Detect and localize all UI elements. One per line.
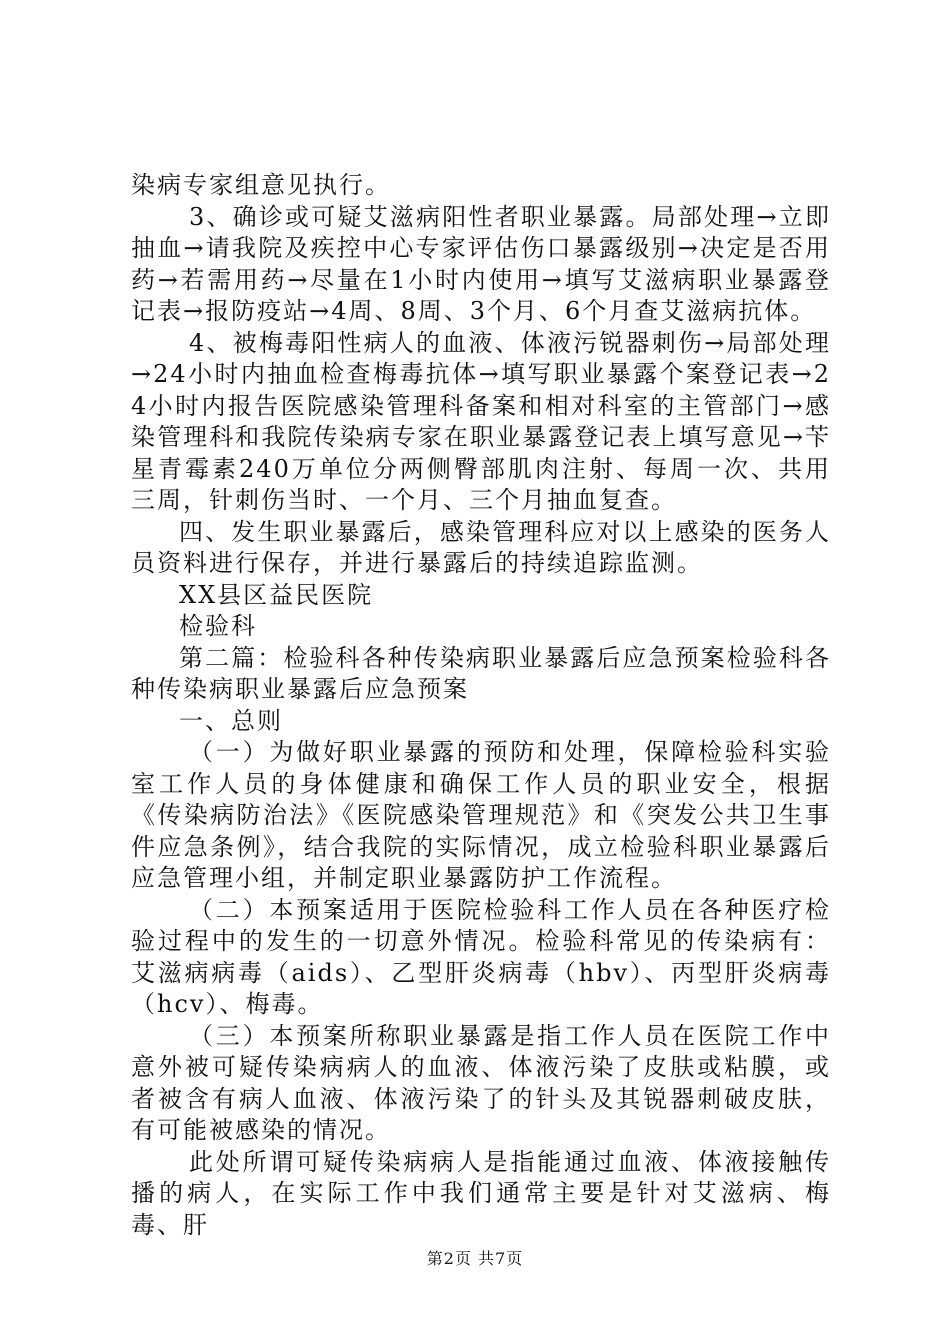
hospital-name: XX县区益民医院 bbox=[179, 580, 374, 609]
paragraph-syphilis-exposure: 4、被梅毒阳性病人的血液、体液污锐器刺伤→局部处理→24小时内抽血检查梅毒抗体→填写职业暴露个案登记表→24小时内报告医院感染管理科备案和相对科室的主管部门→感染管理科和我院传染病专家在职业暴露登记表上填写意见→苄星青霉素240万单位分两侧臀部肌肉注射、每周一次、共用三周，针刺伤当时、一个月、三个月抽血复查。 bbox=[131, 328, 831, 514]
section-heading-general: 一、总则 bbox=[179, 706, 283, 735]
paragraph-general-1: （一）为做好职业暴露的预防和处理，保障检验科实验室工作人员的身体健康和确保工作人员的职业安全，根据《传染病防治法》《医院感染管理规范》和《突发公共卫生事件应急条例》，结合我院的实际情况，成立检验科职业暴露后应急管理小组，并制定职业暴露防护工作流程。 bbox=[131, 738, 831, 892]
paragraph-aids-exposure: 3、确诊或可疑艾滋病阳性者职业暴露。局部处理→立即抽血→请我院及疾控中心专家评估伤口暴露级别→决定是否用药→若需用药→尽量在1小时内使用→填写艾滋病职业暴露登记表→报防疫站→4周、8周、3个月、6个月查艾滋病抗体。 bbox=[131, 202, 831, 325]
paragraph-general-2: （二）本预案适用于医院检验科工作人员在各种医疗检验过程中的发生的一切意外情况。检验科常见的传染病有：艾滋病病毒（aids）、乙型肝炎病毒（hbv）、丙型肝炎病毒（hcv）、梅毒。 bbox=[131, 895, 831, 1018]
paragraph-continuation: 染病专家组意见执行。 bbox=[131, 171, 391, 199]
page-footer: 第2页 共7页 bbox=[426, 1249, 524, 1268]
department-name: 检验科 bbox=[179, 612, 257, 640]
section-heading-part-two: 第二篇：检验科各种传染病职业暴露后应急预案检验科各种传染病职业暴露后应急预案 bbox=[131, 643, 831, 703]
paragraph-suspected-patients: 此处所谓可疑传染病病人是指能通过血液、体液接触传播的病人，在实际工作中我们通常主要是针对艾滋病、梅毒、肝 bbox=[131, 1147, 831, 1239]
paragraph-record-keeping: 四、发生职业暴露后，感染管理科应对以上感染的医务人员资料进行保存，并进行暴露后的持续追踪监测。 bbox=[131, 517, 831, 577]
paragraph-general-3: （三）本预案所称职业暴露是指工作人员在医院工作中意外被可疑传染病病人的血液、体液污染了皮肤或粘膜，或者被含有病人血液、体液污染了的针头及其锐器刺破皮肤，有可能被感染的情况。 bbox=[131, 1021, 831, 1144]
document-body bbox=[131, 170, 831, 1241]
